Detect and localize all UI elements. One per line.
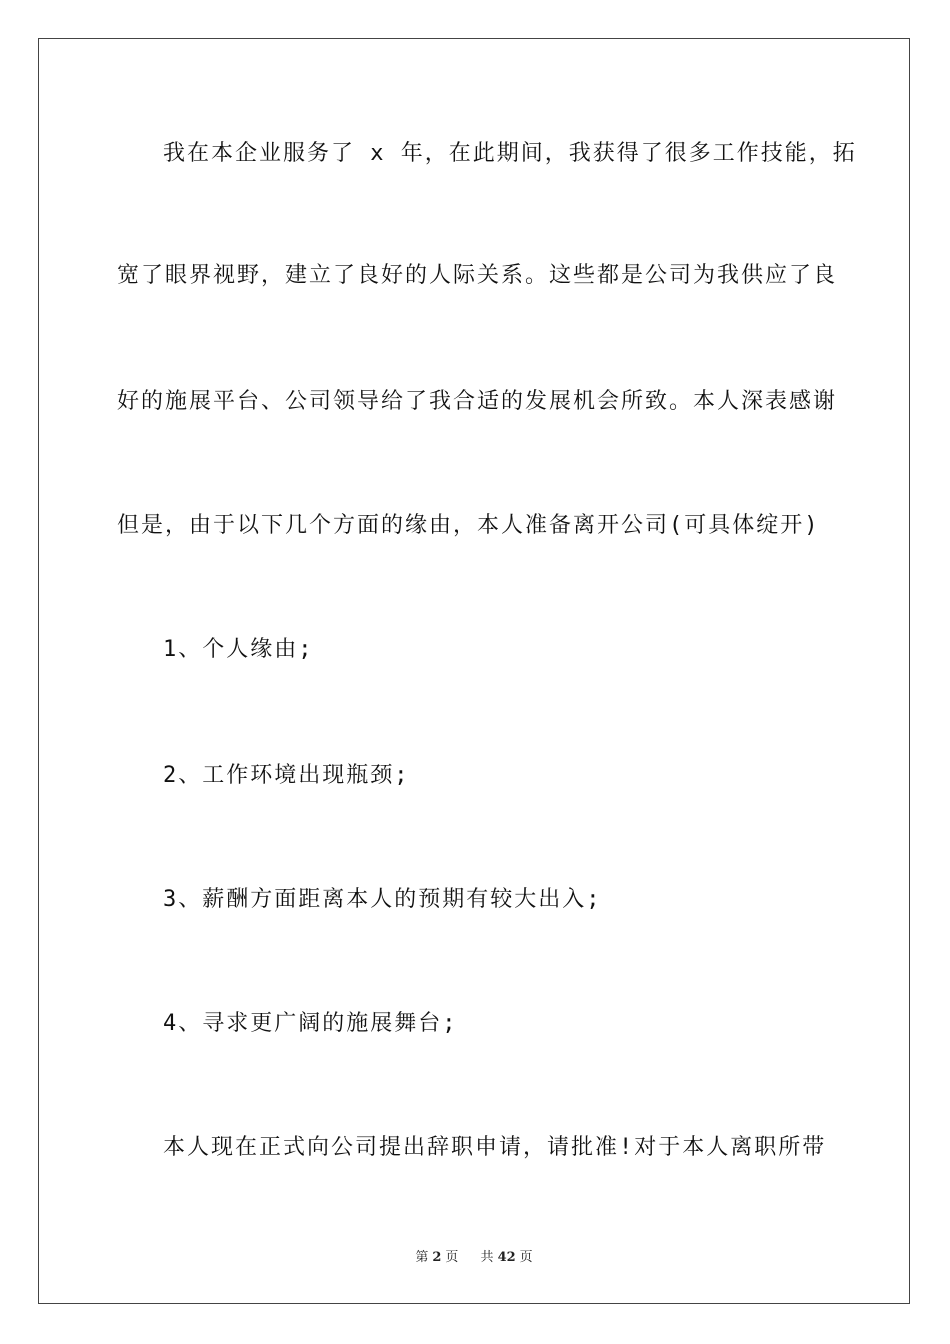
list-item-4: 4、寻求更广阔的施展舞台; [163,1011,458,1036]
page-prefix: 第 [415,1250,429,1265]
paragraph-line-4: 但是，由于以下几个方面的缘由，本人准备离开公司(可具体绽开) [117,513,820,538]
list-item-1: 1、个人缘由; [163,637,314,662]
paragraph-line-3: 好的施展平台、公司领导给了我合适的发展机会所致。本人深表感谢 [117,389,838,414]
page-number: 2 [432,1250,442,1265]
page-footer [39,1246,909,1265]
paragraph-line-2: 宽了眼界视野，建立了良好的人际关系。这些都是公司为我供应了良 [117,263,838,288]
total-pages-label [479,1250,535,1265]
total-pages: 42 [497,1250,516,1265]
paragraph-line-1: 我在本企业服务了 x 年，在此期间，我获得了很多工作技能，拓 [163,141,857,166]
page-number-label [413,1250,460,1265]
page-suffix: 页 [445,1250,459,1265]
total-prefix: 共 [480,1250,494,1265]
paragraph-line-5: 本人现在正式向公司提出辞职申请，请批准!对于本人离职所带 [163,1135,827,1160]
total-suffix: 页 [519,1250,533,1265]
list-item-3: 3、薪酬方面距离本人的预期有较大出入; [163,887,602,912]
document-page [38,38,910,1304]
list-item-2: 2、工作环境出现瓶颈; [163,763,410,788]
